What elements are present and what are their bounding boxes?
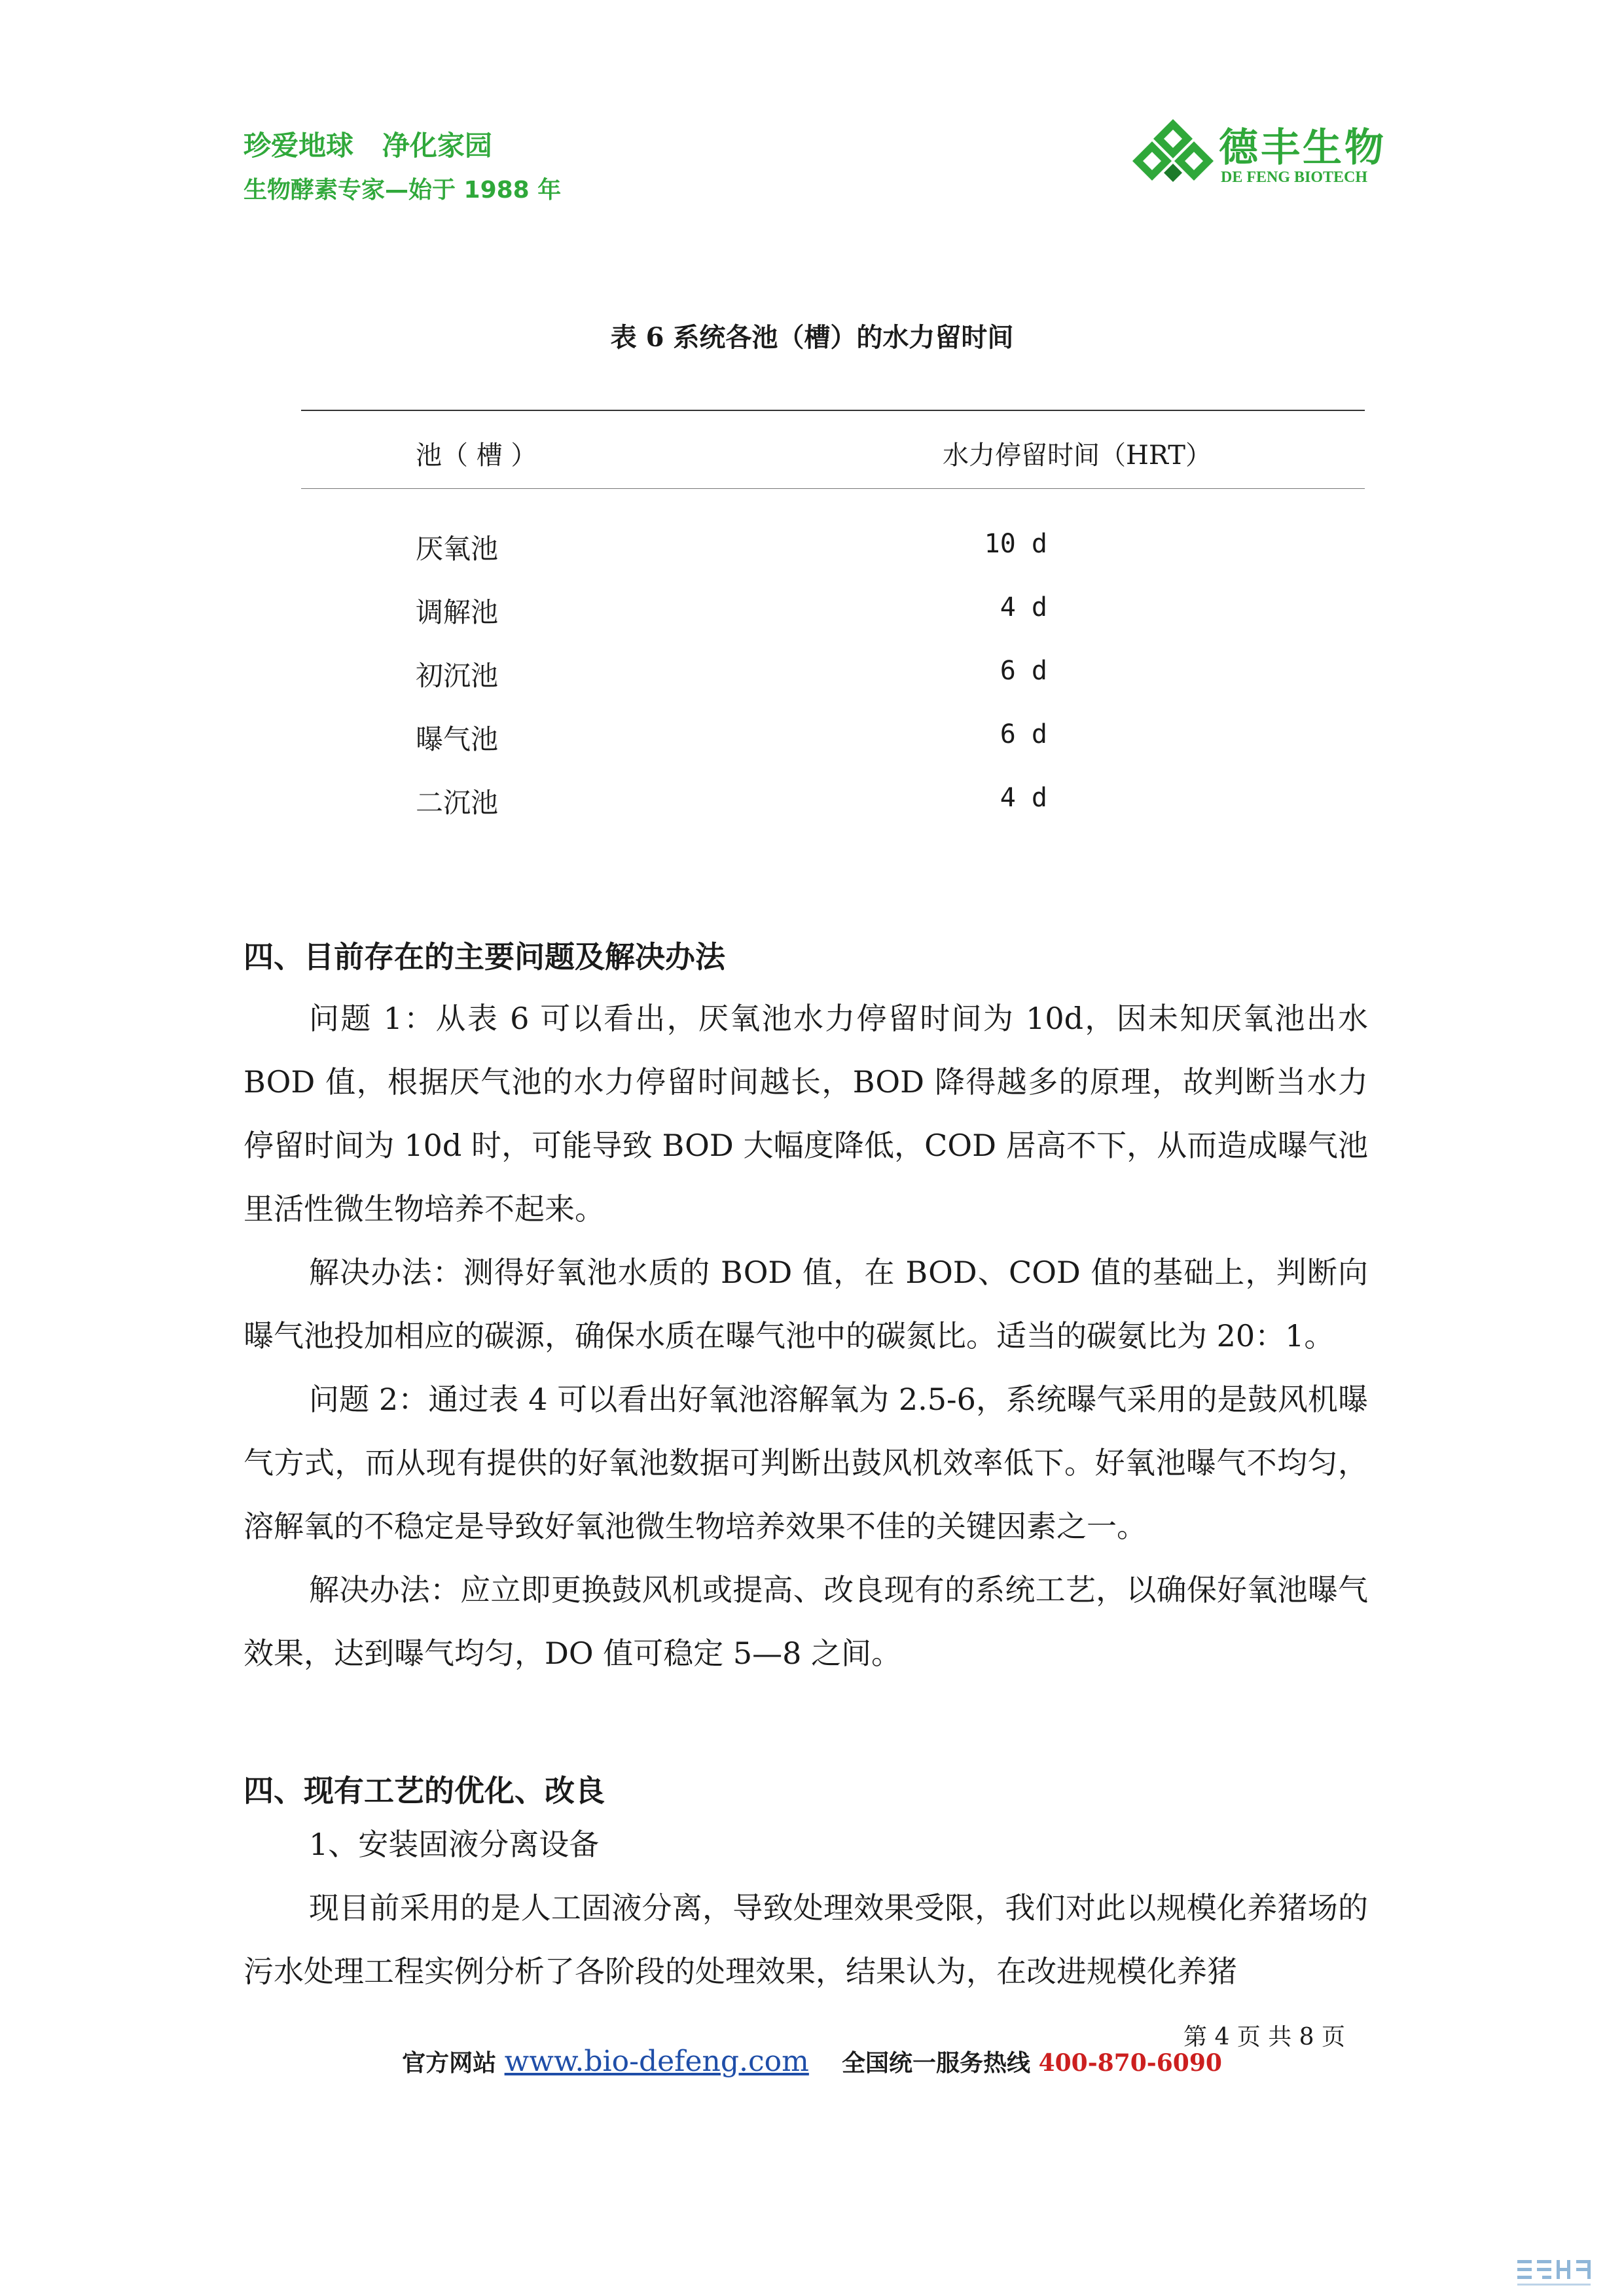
table-row-name: 初沉池 (416, 660, 499, 692)
paragraph-solution-1: 解决办法：测得好氧池水质的 BOD 值，在 BOD、COD 值的基础上，判断向曝气池投加相应的碳源，确保水质在曝气池中的碳氮比。适当的碳氨比为 20：1。 (244, 1255, 1368, 1354)
website-link[interactable]: www.bio-defeng.com (504, 2045, 809, 2078)
logo-chinese-name: 德丰生物 (1219, 125, 1386, 171)
footer-site-label: 官方网站 (402, 2049, 497, 2077)
slogan-line-2: 生物酵素专家—始于 1988 年 (244, 177, 562, 204)
table-top-rule (301, 410, 1365, 411)
page-number: 第 4 页 共 8 页 (1183, 2024, 1346, 2051)
subheading-solid-liquid-separation: 1、安装固液分离设备 (309, 1827, 600, 1862)
table-header-rule (301, 488, 1365, 489)
table-row-name: 二沉池 (416, 787, 499, 819)
corner-watermark-icon (1512, 2255, 1604, 2291)
footer-hotline-label: 全国统一服务热线 (842, 2049, 1031, 2077)
table-row-hrt: 6 d (1000, 719, 1047, 749)
company-logo (1132, 117, 1386, 195)
paragraph-solution-2: 解决办法：应立即更换鼓风机或提高、改良现有的系统工艺，以确保好氧池曝气效果，达到曝气均匀，DO 值可稳定 5—8 之间。 (244, 1572, 1368, 1671)
paragraph-optimization-1: 现目前采用的是人工固液分离，导致处理效果受限，我们对此以规模化养猪场的污水处理工程实例分析了各阶段的处理效果，结果认为，在改进规模化养猪 (244, 1890, 1368, 1989)
table-row-hrt: 4 d (1000, 783, 1047, 813)
table-row-hrt: 6 d (1000, 656, 1047, 686)
table-row-name: 厌氧池 (416, 533, 499, 565)
slogan-line-1: 珍爱地球 净化家园 (244, 130, 492, 162)
table-row-hrt: 4 d (1000, 592, 1047, 622)
table-header-pool: 池（ 槽 ） (416, 440, 537, 471)
footer-bar (0, 2045, 1624, 2078)
table-title: 表 6 系统各池（槽）的水力留时间 (610, 322, 1014, 353)
section-heading-optimization: 四、现有工艺的优化、改良 (244, 1773, 605, 1808)
table-row-name: 调解池 (416, 596, 499, 628)
paragraph-problem-2: 问题 2：通过表 4 可以看出好氧池溶解氧为 2.5-6，系统曝气采用的是鼓风机曝气方式，而从现有提供的好氧池数据可判断出鼓风机效率低下。好氧池曝气不均匀，溶解氧的不稳定是导致好氧池微生物培养效果不佳的关键因素之一。 (244, 1382, 1368, 1544)
table-row-hrt: 10 d (984, 529, 1047, 559)
paragraph-problem-1: 问题 1：从表 6 可以看出，厌氧池水力停留时间为 10d，因未知厌氧池出水 BOD 值，根据厌气池的水力停留时间越长，BOD 降得越多的原理，故判断当水力停留时间为 10d 时，可能导致 BOD 大幅度降低，COD 居高不下，从而造成曝气池里活性微生物培养不起来。 (244, 1001, 1368, 1227)
logo-english-name: DE FENG BIOTECH (1221, 169, 1368, 186)
section-heading-problems: 四、目前存在的主要问题及解决办法 (244, 939, 725, 975)
hotline-number: 400-870-6090 (1038, 2049, 1222, 2077)
table-row-name: 曝气池 (416, 723, 499, 755)
table-header-hrt: 水力停留时间（HRT） (943, 440, 1212, 471)
logo-diamond-icon (1132, 117, 1214, 195)
